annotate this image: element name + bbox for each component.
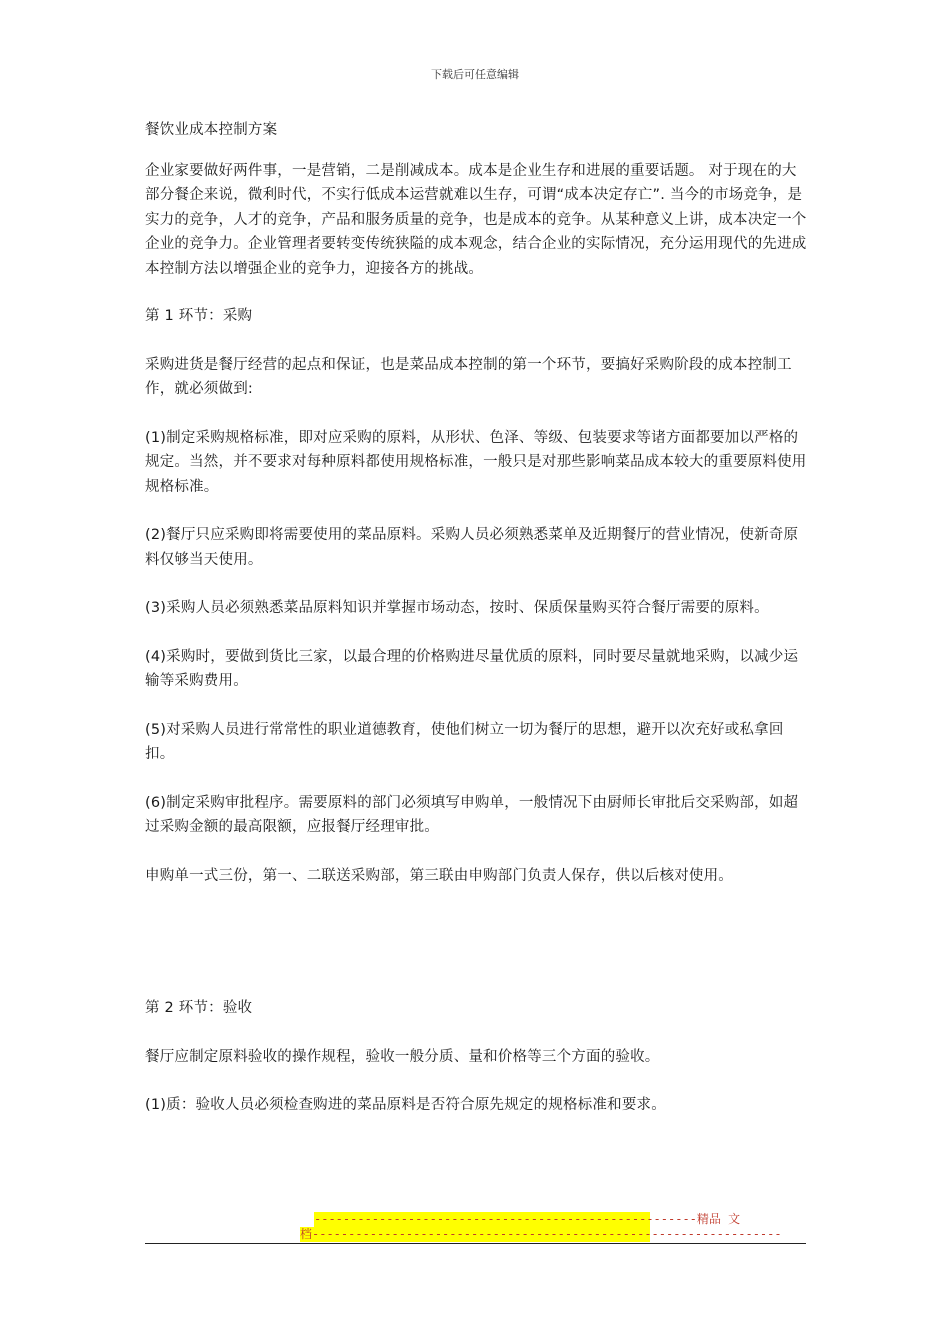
footer-divider — [145, 1243, 806, 1244]
section-1-closing: 申购单一式三份，第一、二联送采购部，第三联由申购部门负责人保存，供以后核对使用。 — [145, 867, 733, 884]
footer-watermark-banner — [300, 1212, 782, 1242]
document-title: 餐饮业成本控制方案 — [145, 122, 278, 138]
section-1-item-2: (2)餐厅只应采购即将需要使用的菜品原料。采购人员必须熟悉菜单及近期餐厅的营业情况，使新奇原料仅够当天使用。 — [145, 527, 799, 568]
section-1-item-6: (6)制定采购审批程序。需要原料的部门必须填写申购单，一般情况下由厨师长审批后交采购部，如超过采购金额的最高限额，应报餐厅经理审批。 — [145, 794, 799, 835]
section-2-heading: 第 2 环节：验收 — [145, 1000, 253, 1016]
section-1-lead: 采购进货是餐厅经营的起点和保证，也是菜品成本控制的第一个环节，要搞好采购阶段的成本控制工作，就必须做到: — [145, 356, 792, 397]
footer-banner-line-1: -----------------------------------------------------精品 文 — [314, 1212, 741, 1226]
section-1-item-4: (4)采购时，要做到货比三家，以最合理的价格购进尽量优质的原料，同时要尽量就地采购，以减少运输等采购费用。 — [145, 648, 799, 689]
section-1-item-1: (1)制定采购规格标准，即对应采购的原料，从形状、色泽、等级、包装要求等诸方面都要加以严格的规定。当然，并不要求对每种原料都使用规格标准，一般只是对那些影响菜品成本较大的重要原料使用规格标准。 — [145, 429, 807, 495]
section-2-item-1: (1)质：验收人员必须检查购进的菜品原料是否符合原先规定的规格标准和要求。 — [145, 1097, 666, 1113]
section-1-item-3: (3)采购人员必须熟悉菜品原料知识并掌握市场动态，按时、保质保量购买符合餐厅需要的原料。 — [145, 600, 769, 616]
document-body — [145, 118, 810, 1118]
section-2-lead: 餐厅应制定原料验收的操作规程，验收一般分质、量和价格等三个方面的验收。 — [145, 1048, 660, 1065]
footer-banner-line-2: 档----------------------------------------------------------------- — [300, 1227, 782, 1241]
header-note: 下载后可任意编辑 — [431, 68, 519, 81]
section-1-item-5: (5)对采购人员进行常常性的职业道德教育，使他们树立一切为餐厅的思想，避开以次充好或私拿回扣。 — [145, 721, 784, 762]
intro-paragraph: 企业家要做好两件事，一是营销，二是削减成本。成本是企业生存和进展的重要话题。 对于现在的大部分餐企来说，微利时代，不实行低成本运营就难以生存，可谓“成本决定存亡”. 当今的市场竞争，是实力的竞争，人才的竞争，产品和服务质量的竞争，也是成本的竞争。从某种意义上讲，成本决定一个企业的竞争力。企业管理者要转变传统狭隘的成本观念，结合企业的实际情况，充分运用现代的先进成本控制方法以增强企业的竞争力，迎接各方的挑战。 — [145, 162, 807, 277]
section-1-heading: 第 1 环节：采购 — [145, 308, 253, 324]
